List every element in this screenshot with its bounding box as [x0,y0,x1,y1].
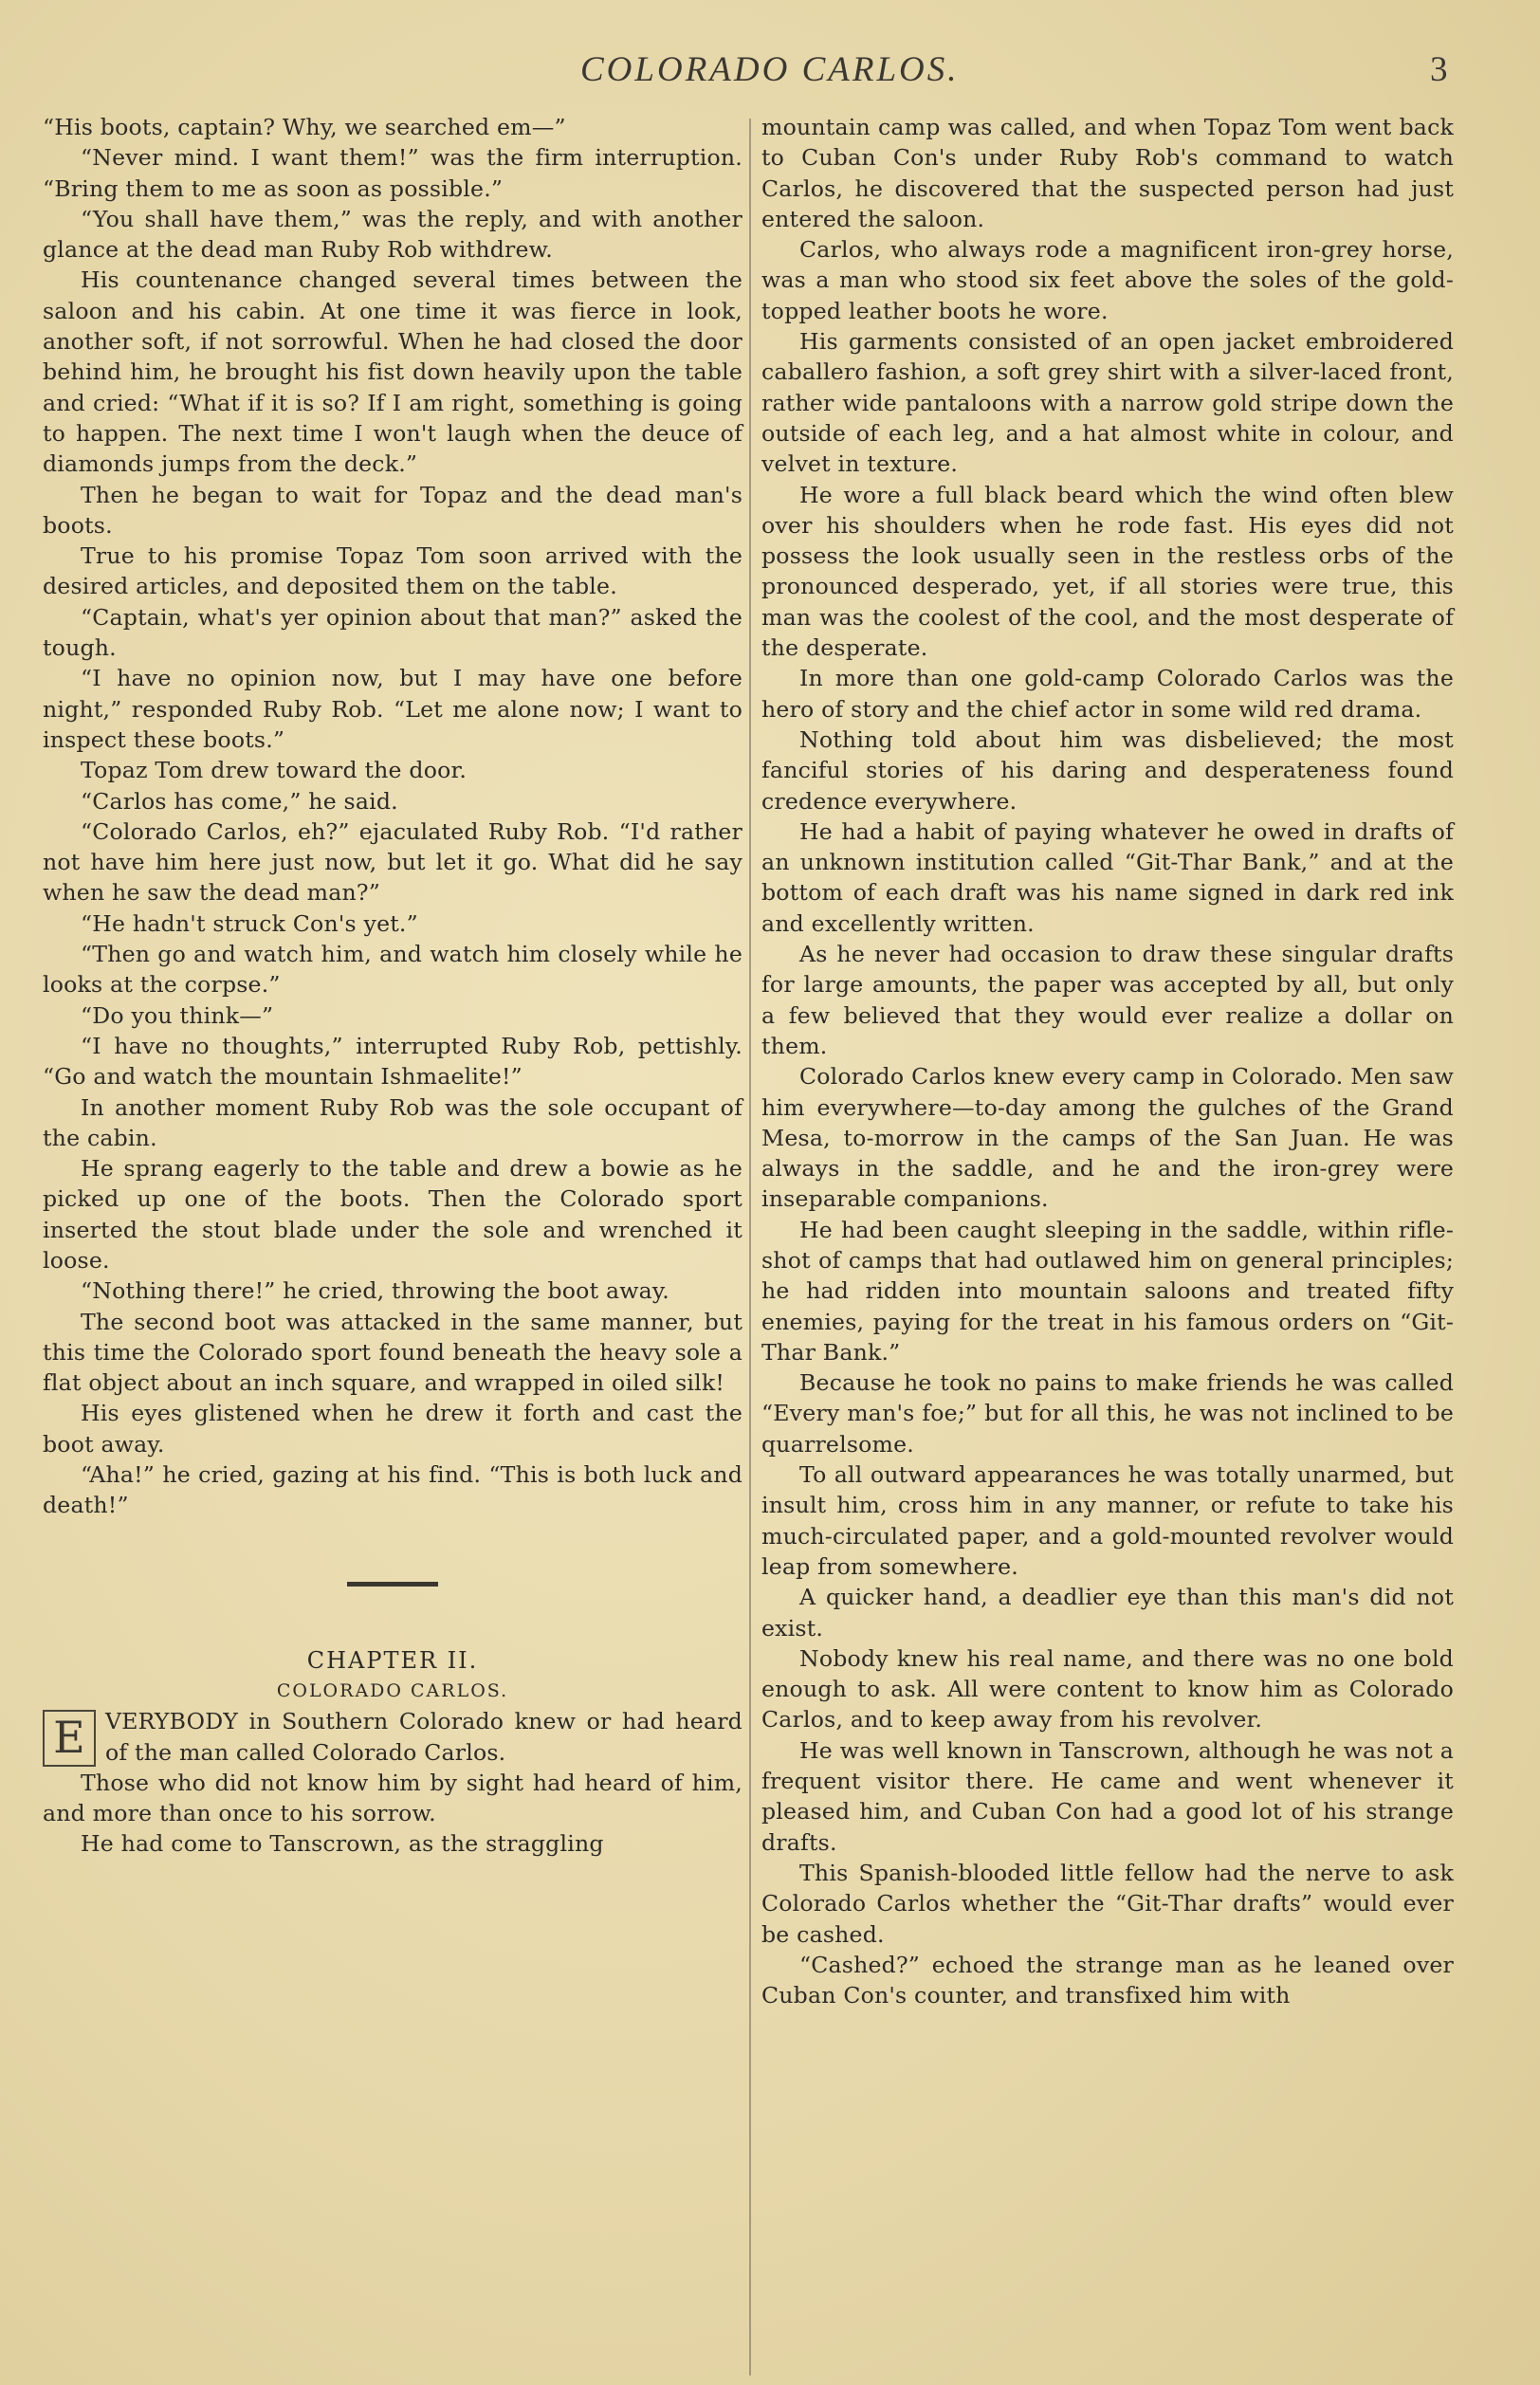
chapter-heading: CHAPTER II. [306,1646,479,1674]
paragraph: “Cashed?” echoed the strange man as he leaned over Cuban Con's counter, and transfixed him with [761,1951,1454,2009]
paragraph: This Spanish-blooded little fellow had the nerve to ask Colorado Carlos whether the “Git-Thar drafts” would ever be cashed. [761,1859,1454,1948]
paragraph: He sprang eagerly to the table and drew a bowie as he picked up one of the boots. Then the Colorado sport inserted the stout blade under the sole and wrenched it loose. [43,1155,742,1274]
paragraph: “I have no opinion now, but I may have one before night,” responded Ruby Rob. “Let me alone now; I want to inspect these boots.” [43,665,742,753]
page-header [0,49,1540,102]
paragraph: He had come to Tanscrown, as the straggling [81,1830,604,1858]
paragraph: “Colorado Carlos, eh?” ejaculated Ruby Rob. “I'd rather not have him here just now, but let it go. What did he say when he saw the dead man?” [43,817,742,907]
paragraph: “Then go and watch him, and watch him closely while he looks at the corpse.” [43,941,742,999]
paragraph: In more than one gold-camp Colorado Carlos was the hero of story and the chief actor in some wild red drama. [761,665,1454,723]
paragraph: A quicker hand, a deadlier eye than this man's did not exist. [761,1584,1454,1642]
paragraph: His garments consisted of an open jacket embroidered caballero fashion, a soft grey shirt with a silver-laced front, rather wide pantaloons with a narrow gold stripe down the outside of each leg, and a hat almost white in colour, and velvet in texture. [761,328,1454,478]
left-column [43,112,742,1860]
paragraph: Those who did not know him by sight had heard of him, and more than once to his sorrow. [43,1769,742,1827]
right-column [761,112,1454,2010]
paragraph: “Aha!” he cried, gazing at his find. “This is both luck and death!” [43,1461,742,1519]
section-divider [347,1582,438,1587]
running-title: COLORADO CARLOS. [580,50,960,89]
paragraph: “His boots, captain? Why, we searched em—” [43,114,566,140]
drop-cap: E [43,1710,96,1767]
paragraph: The second boot was attacked in the same manner, but this time the Colorado sport found beneath the heavy sole a flat object about an inch square, and wrapped in oiled silk! [43,1308,742,1397]
paragraph: “He hadn't struck Con's yet.” [81,909,418,937]
chapter-title: COLORADO CARLOS. [276,1679,509,1701]
paragraph: “Never mind. I want them!” was the firm interruption. “Bring them to me as soon as possible.” [43,144,742,202]
paragraph: He was well known in Tanscrown, although he was not a frequent visitor there. He came and went whenever it pleased him, and Cuban Con had a good lot of his strange drafts. [761,1736,1454,1856]
paragraph: Then he began to wait for Topaz and the dead man's boots. [43,481,742,539]
paragraph: mountain camp was called, and when Topaz Tom went back to Cuban Con's under Ruby Rob's command to watch Carlos, he discovered that the suspected person had just entered the saloon. [761,114,1454,232]
chapter-opening-text: VERYBODY in Southern Colorado knew or had heard of the man called Colorado Carlos. [105,1708,742,1766]
paragraph: “Captain, what's yer opinion about that man?” asked the tough. [43,603,742,662]
paragraph: Topaz Tom drew toward the door. [81,757,468,784]
chapter-opening-paragraph [43,1706,742,1768]
paragraph: He had a habit of paying whatever he owed in drafts of an unknown institution called “Git-Thar Bank,” and at the bottom of each draft was his name signed in dark red ink and excellently written. [761,817,1454,937]
paragraph: He wore a full black beard which the wind often blew over his shoulders when he rode fast. His eyes did not possess the look usually seen in the restless orbs of the pronounced desperado, yet, if all stories were true, this man was the coolest of the cool, and the most desperate of the desperate. [761,481,1454,662]
paragraph: To all outward appearances he was totally unarmed, but insult him, cross him in any manner, or refute to take his much-circulated paper, and a gold-mounted revolver would leap from somewhere. [761,1461,1454,1580]
paragraph: “I have no thoughts,” interrupted Ruby Rob, pettishly. “Go and watch the mountain Ishmaelite!” [43,1032,742,1091]
paragraph: In another moment Ruby Rob was the sole occupant of the cabin. [43,1093,742,1151]
paragraph: His countenance changed several times between the saloon and his cabin. At one time it was fierce in look, another soft, if not sorrowful. When he had closed the door behind him, he brought his fist down heavily upon the table and cried: “What if it is so? If I am right, something is going to happen. The next time I won't laugh when the deuce of diamonds jumps from the deck.” [43,266,742,478]
page-number: 3 [1430,50,1448,89]
paragraph: “You shall have them,” was the reply, and with another glance at the dead man Ruby Rob withdrew. [43,205,742,264]
paragraph: “Nothing there!” he cried, throwing the boot away. [81,1277,669,1305]
paragraph: Because he took no pains to make friends he was called “Every man's foe;” but for all this, he was not inclined to be quarrelsome. [761,1369,1454,1458]
paragraph: He had been caught sleeping in the saddle, within rifle-shot of camps that had outlawed him on general principles; he had ridden into mountain saloons and treated fifty enemies, paying for the treat in his famous orders on “Git-Thar Bank.” [761,1216,1454,1366]
paragraph: Colorado Carlos knew every camp in Colorado. Men saw him everywhere—to-day among the gulches of the Grand Mesa, to-morrow in the camps of the San Juan. He was always in the saddle, and he and the iron-grey were inseparable companions. [761,1063,1454,1213]
column-rule [749,119,751,2376]
paragraph: Nothing told about him was disbelieved; the most fanciful stories of his daring and desperateness found credence everywhere. [761,725,1454,815]
paragraph: His eyes glistened when he drew it forth and cast the boot away. [43,1400,742,1458]
paragraph: Nobody knew his real name, and there was no one bold enough to ask. All were content to know him as Colorado Carlos, and to keep away from his revolver. [761,1644,1454,1734]
paragraph: “Do you think—” [81,1001,274,1029]
paragraph: As he never had occasion to draw these singular drafts for large amounts, the paper was accepted by all, but only a few believed that they would ever realize a dollar on them. [761,941,1454,1059]
paragraph: Carlos, who always rode a magnificent iron-grey horse, was a man who stood six feet above the soles of the gold-topped leather boots he wore. [761,236,1454,324]
paragraph: True to his promise Topaz Tom soon arrived with the desired articles, and deposited them on the table. [43,542,742,600]
paragraph: “Carlos has come,” he said. [81,787,398,815]
